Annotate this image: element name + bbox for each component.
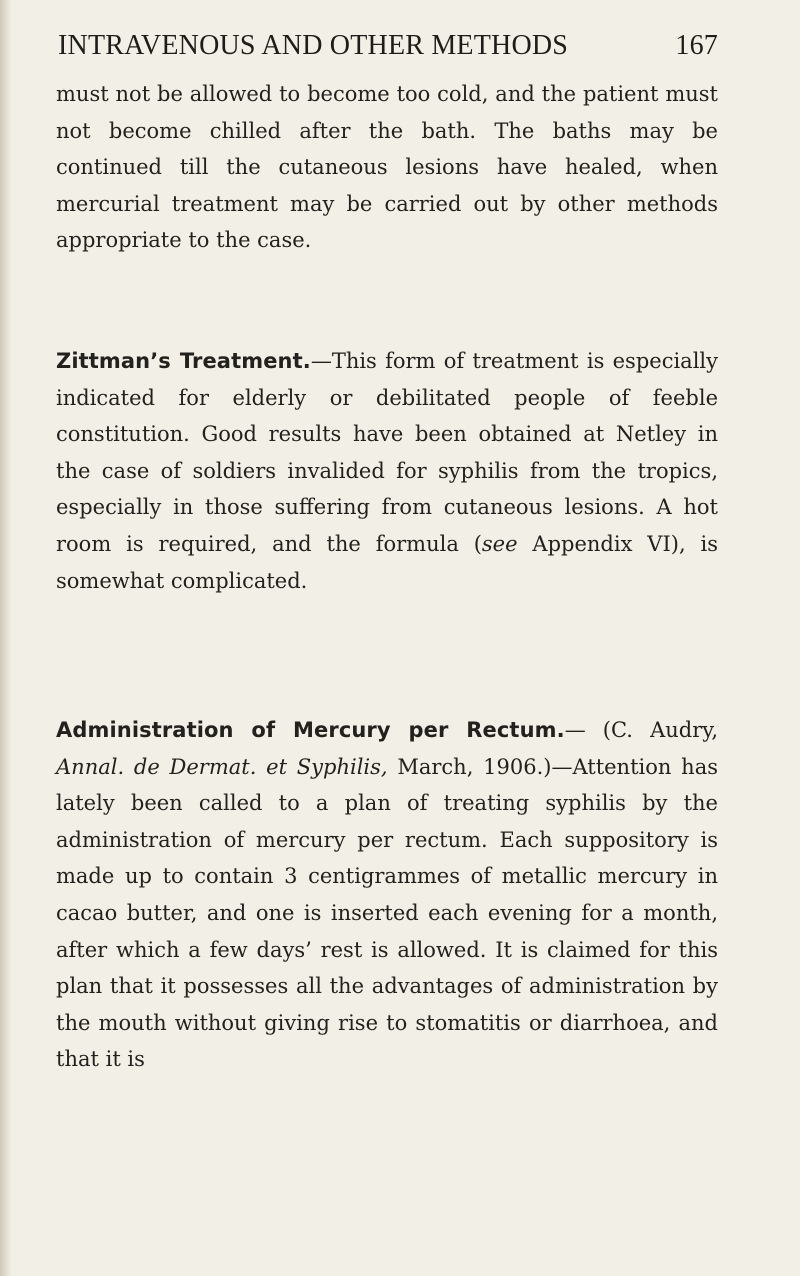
- page-edge-shadow: [0, 0, 12, 1276]
- section-heading-mercury-per-rectum: Administration of Mercury per Rectum.: [56, 718, 565, 742]
- page-number: 167: [675, 30, 718, 61]
- section-heading-zittmans-treatment: Zittman’s Treatment.: [56, 349, 311, 373]
- running-header-title: INTRAVENOUS AND OTHER METHODS: [58, 30, 569, 61]
- paragraph-bath-continuation: [56, 76, 718, 259]
- paragraph-text: Appendix VI), is somewhat complicated.: [56, 531, 718, 593]
- journal-name: Annal. de Dermat. et Syphilis,: [56, 754, 388, 779]
- running-header: [58, 30, 718, 66]
- citation-close: March, 1906.): [387, 754, 552, 779]
- paragraph-mercury-per-rectum: [56, 712, 718, 1078]
- paragraph-text: —Attention has lately been called to a plan of treating syphilis by the administration of mercury per rectum. Each suppository is made up to contain 3 centigrammes of metallic mercury in cacao butter, and one is inserted each evening for a month, after which a few days’ rest is allowed. It is claimed for this plan that it possesses all the advantages of administration by the mouth without giving rise to stomatitis or diarrhoea, and that it is: [56, 754, 718, 1072]
- citation-open: — (C. Audry,: [564, 718, 718, 742]
- paragraph-zittmans-treatment: [56, 343, 718, 599]
- paragraph-text: —This form of treatment is especially indicated for elderly or debilitated people of feeble constitution. Good results have been obtained at Netley in the case of soldiers invalided for syphilis from the tropics, especially in those suffering from cutaneous lesions. A hot room is required, and the formula (: [56, 349, 718, 556]
- paragraph-text: must not be allowed to become too cold, and the patient must not become chilled after the bath. The baths may be continued till the cutaneous lesions have healed, when mercurial treatment may be carried out by other methods appropriate to the case.: [56, 82, 718, 253]
- italic-see-reference: see: [481, 531, 518, 556]
